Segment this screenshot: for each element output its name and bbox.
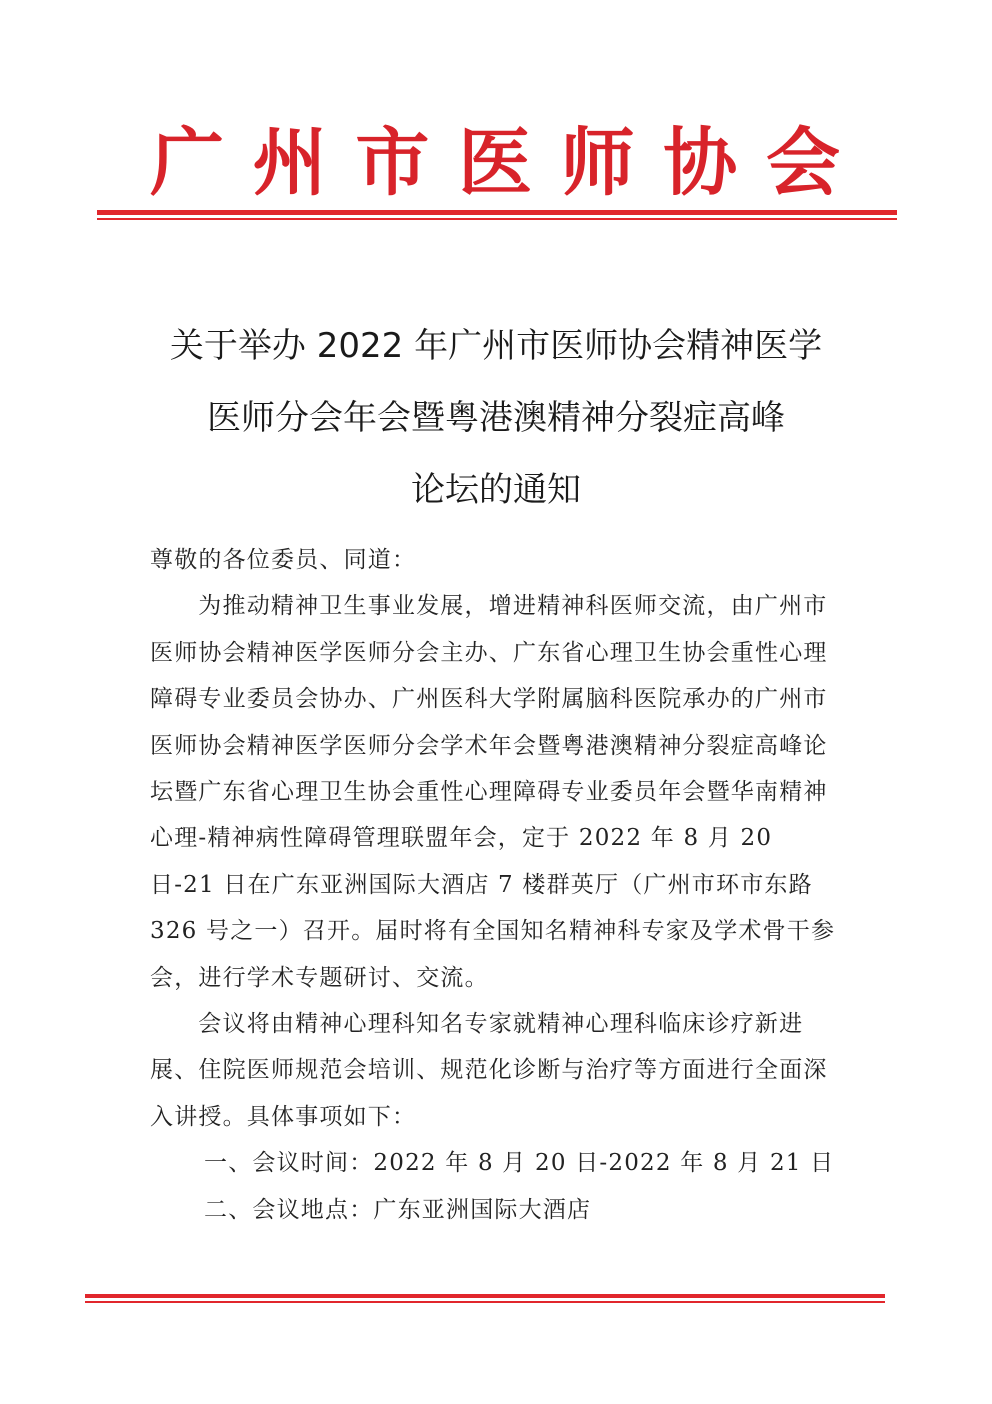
body-paragraph: 会议将由精神心理科知名专家就精神心理科临床诊疗新进展、住院医师规范会培训、规范化诊断与治疗等方面进行全面深入讲授。具体事项如下： — [150, 1011, 828, 1130]
document-body — [150, 537, 840, 1233]
body-paragraph: 为推动精神卫生事业发展，增进精神科医师交流，由广州市医师协会精神医学医师分会主办、广东省心理卫生协会重性心理障碍专业委员会协办、广州医科大学附属脑科医院承办的广州市医师协会精神医学医师分会学术年会暨粤港澳精神分裂症高峰论坛暨广东省心理卫生协会重性心理障碍专业委员年会暨华南精神心理-精神病性障碍管理联盟年会，定于 2022 年 8 月 20 日-21 日在广东亚洲国际大酒店 7 楼群英厅（广州市环市东路 326 号之一）召开。届时将有全国知名精神科专家及学术骨干参会，进行学术专题研讨、交流。 — [150, 593, 836, 991]
letterhead-char: 广 — [150, 120, 224, 206]
letterhead-char: 医 — [457, 120, 532, 206]
org-letterhead — [150, 118, 840, 208]
letterhead-char: 市 — [355, 120, 430, 206]
footer-divider — [85, 1294, 885, 1303]
title-line: 医师分会年会暨粤港澳精神分裂症高峰 — [207, 398, 785, 438]
meeting-location-item: 二、会议地点：广东亚洲国际大酒店 — [204, 1196, 592, 1223]
letterhead-char: 州 — [252, 120, 327, 206]
header-divider — [97, 210, 897, 220]
document-title — [120, 310, 872, 526]
salutation: 尊敬的各位委员、同道： — [150, 547, 417, 573]
meeting-time-item: 一、会议时间：2022 年 8 月 20 日-2022 年 8 月 21 日 — [204, 1150, 835, 1177]
letterhead-char: 会 — [765, 120, 840, 206]
letterhead-char: 师 — [560, 120, 635, 206]
letterhead-char: 协 — [663, 120, 738, 206]
title-line: 论坛的通知 — [411, 470, 581, 510]
title-line: 关于举办 2022 年广州市医师协会精神医学 — [169, 326, 823, 366]
